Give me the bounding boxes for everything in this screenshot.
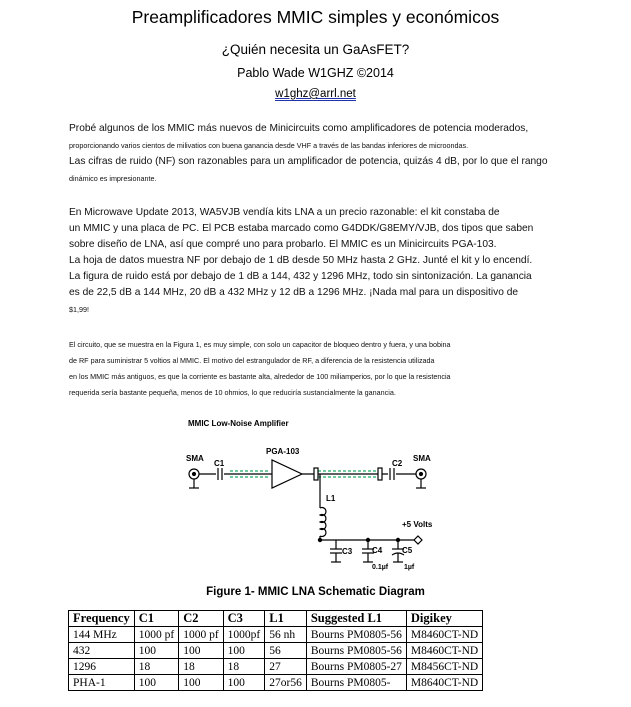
table-header-row: [69, 611, 483, 627]
c2-label: C2: [392, 459, 403, 468]
table-cell: 100: [134, 643, 178, 659]
table-cell: 100: [134, 675, 178, 691]
paragraph-line: Probé algunos de los MMIC más nuevos de Minicircuits como amplificadores de potencia moderados,: [69, 123, 529, 134]
paragraph-line: dinámico es impresionante.: [69, 174, 157, 183]
column-header: C2: [179, 611, 223, 627]
sma-in-label: SMA: [186, 454, 204, 463]
table-cell: 1296: [69, 659, 135, 675]
parts-table: [68, 610, 483, 691]
column-header: Digikey: [406, 611, 482, 627]
page-title: Preamplificadores MMIC simples y económicos: [131, 7, 500, 27]
table-cell: 100: [223, 675, 265, 691]
table-cell: 1000 pf: [179, 627, 223, 643]
table-row: [69, 675, 483, 691]
paragraph-line: en los MMIC más antiguos, es que la corriente es bastante alta, alrededor de 100 miliamperios, por lo que la resistencia: [69, 372, 451, 381]
figure-caption: Figure 1- MMIC LNA Schematic Diagram: [206, 586, 425, 598]
paragraph-line: un MMIC y una placa de PC. El PCB estaba marcado como G4DDK/G8EMY/VJB, dos tipos que saben: [69, 223, 534, 234]
table-cell: 100: [223, 643, 265, 659]
column-header: Suggested L1: [306, 611, 406, 627]
table-cell: 56 nh: [265, 627, 307, 643]
paragraph-line: requerida sería bastante pequeña, menos de 10 ohmios, lo que reduciría sustancialmente la ganancia.: [69, 388, 396, 397]
table-cell: 27: [265, 659, 307, 675]
table-cell: Bourns PM0805-56: [306, 643, 406, 659]
c1-label: C1: [214, 459, 225, 468]
table-cell: M8640CT-ND: [406, 675, 482, 691]
paragraph-line: es de 22,5 dB a 144 MHz, 20 dB a 432 MHz y 12 dB a 1296 MHz. ¡Nada mal para un dispositivo de: [69, 287, 519, 298]
paragraph-line: El circuito, que se muestra en la Figura 1, es muy simple, con solo un capacitor de bloqueo dentro y fuera, y una bobina: [69, 340, 451, 349]
author-line: Pablo Wade W1GHZ ©2014: [237, 66, 394, 80]
table-cell: 1000pf: [223, 627, 265, 643]
c5-value: 1µf: [404, 564, 415, 571]
paragraph-line: proporcionando varios cientos de milivatios con buena ganancia desde VHF a través de las bandas inferiores de microondas.: [69, 141, 469, 150]
table-cell: 432: [69, 643, 135, 659]
email-wrap: [0, 88, 631, 100]
c4-value: 0.1µf: [372, 564, 389, 571]
table-cell: 18: [134, 659, 178, 675]
table-cell: 1000 pf: [134, 627, 178, 643]
l1-inductor: [320, 508, 326, 537]
table-cell: M8460CT-ND: [406, 643, 482, 659]
table-cell: 100: [179, 675, 223, 691]
paragraph-line: de RF para suministrar 5 voltios al MMIC. El motivo del estrangulador de RF, a diferencia de la resistencia utilizada: [69, 356, 435, 365]
sma-out-label: SMA: [413, 454, 431, 463]
column-header: L1: [265, 611, 307, 627]
column-header: Frequency: [69, 611, 135, 627]
table-cell: Bourns PM0805-56: [306, 627, 406, 643]
mmic-label: PGA-103: [266, 447, 300, 456]
table-cell: Bourns PM0805-: [306, 675, 406, 691]
email-link[interactable]: w1ghz@arrl.net: [275, 88, 356, 100]
paragraph-line: En Microwave Update 2013, WA5VJB vendía kits LNA a un precio razonable: el kit constaba de: [69, 207, 500, 218]
column-header: C1: [134, 611, 178, 627]
table-cell: 144 MHz: [69, 627, 135, 643]
table-cell: M8456CT-ND: [406, 659, 482, 675]
table-cell: 56: [265, 643, 307, 659]
table-cell: PHA-1: [69, 675, 135, 691]
paragraph-line: La figura de ruido está por debajo de 1 dB a 144, 432 y 1296 MHz, todo sin sintonización. La ganancia: [69, 271, 532, 282]
column-header: C3: [223, 611, 265, 627]
supply-label: +5 Volts: [402, 520, 433, 529]
paragraph-line: La hoja de datos muestra NF por debajo de 1 dB desde 50 MHz hasta 2 GHz. Junté el kit y lo encendí.: [69, 255, 533, 266]
schematic-title: MMIC Low-Noise Amplifier: [188, 419, 289, 428]
c5-label: C5: [402, 546, 413, 555]
table-row: [69, 643, 483, 659]
table-cell: 18: [179, 659, 223, 675]
l1-label: L1: [326, 494, 336, 503]
table-row: [69, 627, 483, 643]
paragraph-line: $1,99!: [69, 305, 89, 314]
paragraph-line: sobre diseño de LNA, así que compré uno para probarlo. El MMIC es un Minicircuits PGA-103.: [69, 239, 497, 250]
table-cell: M8460CT-ND: [406, 627, 482, 643]
table-cell: Bourns PM0805-27: [306, 659, 406, 675]
table-cell: 18: [223, 659, 265, 675]
c4-label: C4: [372, 546, 383, 555]
page-subtitle: ¿Quién necesita un GaAsFET?: [221, 42, 410, 57]
table-row: [69, 659, 483, 675]
mmic-amplifier: [272, 460, 302, 488]
paragraph-line: Las cifras de ruido (NF) son razonables para un amplificador de potencia, quizás 4 dB, por lo que el rango: [69, 156, 548, 167]
table-cell: 27or56: [265, 675, 307, 691]
c3-label: C3: [342, 547, 353, 556]
table-cell: 100: [179, 643, 223, 659]
schematic-diagram: [180, 416, 440, 578]
